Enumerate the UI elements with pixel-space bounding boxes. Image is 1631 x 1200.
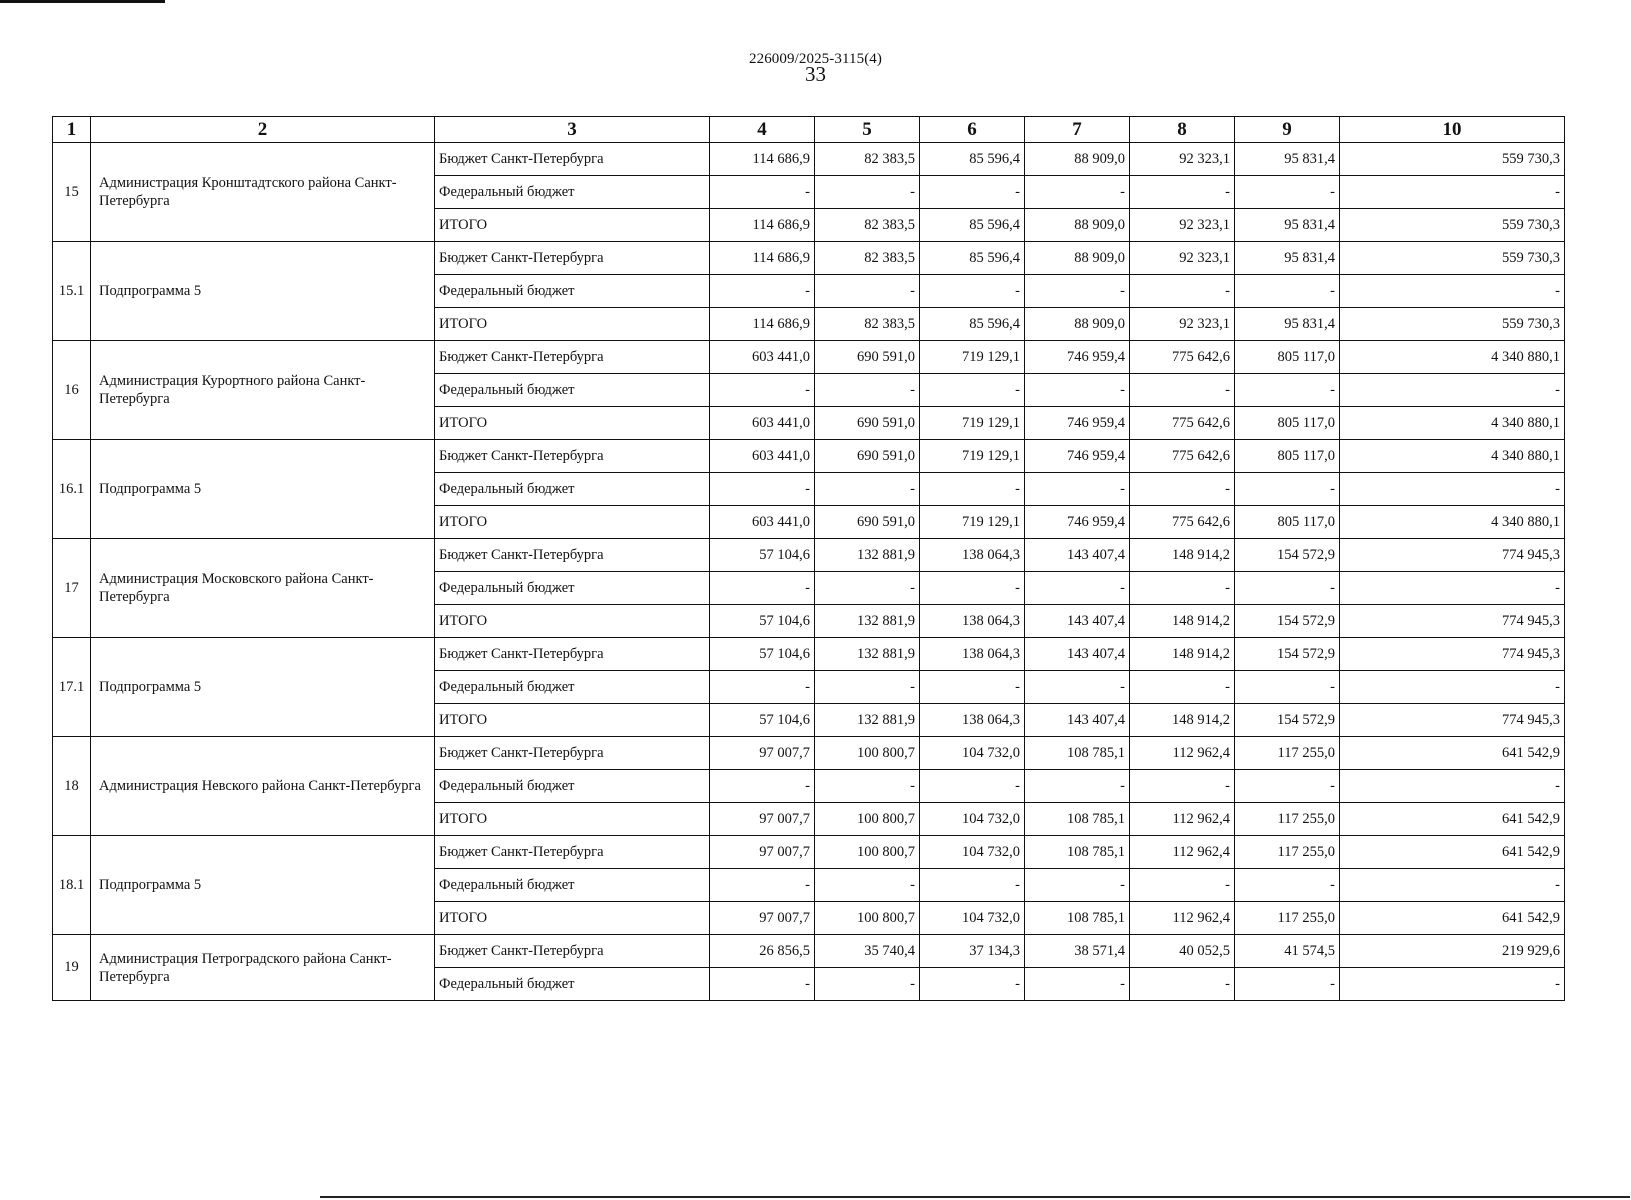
amount-cell: - [1235,572,1340,605]
amount-cell: - [1340,671,1565,704]
funding-source-cell: Федеральный бюджет [435,572,710,605]
column-header: 4 [710,117,815,143]
amount-cell: 641 542,9 [1340,902,1565,935]
amount-cell: 143 407,4 [1025,704,1130,737]
funding-source-cell: Федеральный бюджет [435,374,710,407]
amount-cell: 95 831,4 [1235,143,1340,176]
amount-cell: 35 740,4 [815,935,920,968]
amount-cell: 774 945,3 [1340,539,1565,572]
amount-cell: 57 104,6 [710,539,815,572]
funding-source-cell: ИТОГО [435,704,710,737]
amount-cell: - [1340,374,1565,407]
table-row [53,143,1565,176]
table-row [53,737,1565,770]
amount-cell: 746 959,4 [1025,506,1130,539]
amount-cell: - [1130,968,1235,1001]
amount-cell: - [815,275,920,308]
amount-cell: - [1025,770,1130,803]
funding-source-cell: ИТОГО [435,308,710,341]
amount-cell: 138 064,3 [920,605,1025,638]
amount-cell: 805 117,0 [1235,506,1340,539]
amount-cell: 774 945,3 [1340,605,1565,638]
amount-cell: - [1130,671,1235,704]
amount-cell: 559 730,3 [1340,209,1565,242]
amount-cell: 148 914,2 [1130,605,1235,638]
amount-cell: 108 785,1 [1025,803,1130,836]
column-header: 1 [53,117,91,143]
amount-cell: 117 255,0 [1235,737,1340,770]
amount-cell: 138 064,3 [920,539,1025,572]
funding-source-cell: Бюджет Санкт-Петербурга [435,143,710,176]
amount-cell: 219 929,6 [1340,935,1565,968]
amount-cell: 775 642,6 [1130,440,1235,473]
amount-cell: 132 881,9 [815,539,920,572]
amount-cell: - [1235,770,1340,803]
amount-cell: 143 407,4 [1025,539,1130,572]
amount-cell: 719 129,1 [920,440,1025,473]
amount-cell: 805 117,0 [1235,341,1340,374]
funding-source-cell: ИТОГО [435,506,710,539]
amount-cell: 112 962,4 [1130,902,1235,935]
row-number-cell: 17 [53,539,91,638]
amount-cell: - [1130,374,1235,407]
amount-cell: - [1235,473,1340,506]
amount-cell: 104 732,0 [920,803,1025,836]
amount-cell: 4 340 880,1 [1340,440,1565,473]
amount-cell: - [1025,374,1130,407]
amount-cell: 603 441,0 [710,341,815,374]
amount-cell: 114 686,9 [710,143,815,176]
table-row [53,836,1565,869]
amount-cell: 719 129,1 [920,341,1025,374]
row-number-cell: 18 [53,737,91,836]
amount-cell: 746 959,4 [1025,407,1130,440]
amount-cell: 4 340 880,1 [1340,407,1565,440]
amount-cell: 746 959,4 [1025,341,1130,374]
amount-cell: - [920,275,1025,308]
amount-cell: 603 441,0 [710,440,815,473]
amount-cell: 88 909,0 [1025,242,1130,275]
amount-cell: - [710,473,815,506]
funding-source-cell: Федеральный бюджет [435,176,710,209]
amount-cell: - [1130,473,1235,506]
amount-cell: 92 323,1 [1130,308,1235,341]
funding-source-cell: Бюджет Санкт-Петербурга [435,836,710,869]
amount-cell: 104 732,0 [920,902,1025,935]
amount-cell: - [1235,968,1340,1001]
amount-cell: 148 914,2 [1130,539,1235,572]
amount-cell: 143 407,4 [1025,638,1130,671]
amount-cell: - [815,374,920,407]
amount-cell: - [815,869,920,902]
program-name-cell: Администрация Курортного района Санкт-Петербурга [91,341,435,440]
amount-cell: - [1130,572,1235,605]
amount-cell: 82 383,5 [815,308,920,341]
amount-cell: 775 642,6 [1130,341,1235,374]
amount-cell: - [815,473,920,506]
amount-cell: 114 686,9 [710,242,815,275]
amount-cell: 95 831,4 [1235,209,1340,242]
column-header: 2 [91,117,435,143]
amount-cell: 38 571,4 [1025,935,1130,968]
amount-cell: 132 881,9 [815,638,920,671]
amount-cell: 88 909,0 [1025,209,1130,242]
amount-cell: 112 962,4 [1130,737,1235,770]
document-registration-stamp: 226009/2025-3115(4) [749,51,882,67]
amount-cell: 104 732,0 [920,737,1025,770]
amount-cell: 690 591,0 [815,341,920,374]
funding-source-cell: Бюджет Санкт-Петербурга [435,737,710,770]
funding-source-cell: Бюджет Санкт-Петербурга [435,440,710,473]
column-header: 6 [920,117,1025,143]
amount-cell: 559 730,3 [1340,308,1565,341]
amount-cell: 85 596,4 [920,242,1025,275]
row-number-cell: 18.1 [53,836,91,935]
amount-cell: 117 255,0 [1235,803,1340,836]
amount-cell: - [815,770,920,803]
amount-cell: 690 591,0 [815,440,920,473]
amount-cell: 132 881,9 [815,704,920,737]
funding-source-cell: Федеральный бюджет [435,968,710,1001]
amount-cell: - [1025,968,1130,1001]
funding-source-cell: Федеральный бюджет [435,473,710,506]
amount-cell: - [1235,869,1340,902]
funding-source-cell: Бюджет Санкт-Петербурга [435,638,710,671]
amount-cell: - [920,374,1025,407]
program-name-cell: Администрация Кронштадтского района Санкт-Петербурга [91,143,435,242]
column-number-header-row [53,117,1565,143]
amount-cell: 88 909,0 [1025,308,1130,341]
column-header: 10 [1340,117,1565,143]
amount-cell: 100 800,7 [815,803,920,836]
amount-cell: 41 574,5 [1235,935,1340,968]
amount-cell: 4 340 880,1 [1340,341,1565,374]
column-header: 7 [1025,117,1130,143]
table-row [53,539,1565,572]
amount-cell: 4 340 880,1 [1340,506,1565,539]
column-header: 8 [1130,117,1235,143]
budget-table [52,116,1565,1001]
amount-cell: 603 441,0 [710,407,815,440]
amount-cell: 82 383,5 [815,209,920,242]
amount-cell: 641 542,9 [1340,836,1565,869]
program-name-cell: Администрация Невского района Санкт-Петербурга [91,737,435,836]
funding-source-cell: Бюджет Санкт-Петербурга [435,242,710,275]
column-header: 5 [815,117,920,143]
amount-cell: - [1340,473,1565,506]
funding-source-cell: Федеральный бюджет [435,671,710,704]
amount-cell: 774 945,3 [1340,638,1565,671]
row-number-cell: 17.1 [53,638,91,737]
amount-cell: - [1130,176,1235,209]
table-row [53,638,1565,671]
amount-cell: - [1130,869,1235,902]
amount-cell: 100 800,7 [815,836,920,869]
amount-cell: - [920,176,1025,209]
amount-cell: 114 686,9 [710,209,815,242]
amount-cell: 108 785,1 [1025,836,1130,869]
amount-cell: - [1130,770,1235,803]
amount-cell: 92 323,1 [1130,242,1235,275]
amount-cell: 805 117,0 [1235,407,1340,440]
amount-cell: - [710,374,815,407]
amount-cell: - [920,473,1025,506]
amount-cell: - [1340,869,1565,902]
amount-cell: 112 962,4 [1130,836,1235,869]
amount-cell: 97 007,7 [710,902,815,935]
amount-cell: 40 052,5 [1130,935,1235,968]
program-name-cell: Подпрограмма 5 [91,836,435,935]
amount-cell: 85 596,4 [920,143,1025,176]
column-header: 3 [435,117,710,143]
amount-cell: 690 591,0 [815,506,920,539]
funding-source-cell: ИТОГО [435,902,710,935]
amount-cell: - [1340,770,1565,803]
amount-cell: 82 383,5 [815,143,920,176]
scan-edge-mark-top [0,0,165,3]
row-number-cell: 19 [53,935,91,1001]
funding-source-cell: ИТОГО [435,803,710,836]
amount-cell: 148 914,2 [1130,704,1235,737]
amount-cell: - [1025,671,1130,704]
amount-cell: 57 104,6 [710,638,815,671]
amount-cell: 641 542,9 [1340,803,1565,836]
amount-cell: 719 129,1 [920,407,1025,440]
amount-cell: - [1130,275,1235,308]
table-row [53,242,1565,275]
amount-cell: - [1340,275,1565,308]
amount-cell: 95 831,4 [1235,308,1340,341]
amount-cell: - [1025,176,1130,209]
row-number-cell: 15 [53,143,91,242]
amount-cell: - [1340,176,1565,209]
amount-cell: 108 785,1 [1025,902,1130,935]
amount-cell: 117 255,0 [1235,902,1340,935]
funding-source-cell: Федеральный бюджет [435,275,710,308]
page-number: 33 [805,62,826,86]
funding-source-cell: Бюджет Санкт-Петербурга [435,539,710,572]
amount-cell: - [1025,473,1130,506]
amount-cell: - [1235,176,1340,209]
program-name-cell: Подпрограмма 5 [91,242,435,341]
amount-cell: 641 542,9 [1340,737,1565,770]
amount-cell: 154 572,9 [1235,539,1340,572]
row-number-cell: 16 [53,341,91,440]
program-name-cell: Администрация Петроградского района Санкт-Петербурга [91,935,435,1001]
program-name-cell: Подпрограмма 5 [91,638,435,737]
amount-cell: 132 881,9 [815,605,920,638]
amount-cell: 138 064,3 [920,704,1025,737]
amount-cell: 603 441,0 [710,506,815,539]
table-row [53,935,1565,968]
amount-cell: - [710,176,815,209]
program-name-cell: Подпрограмма 5 [91,440,435,539]
amount-cell: - [1025,869,1130,902]
amount-cell: - [710,572,815,605]
amount-cell: 100 800,7 [815,737,920,770]
amount-cell: 95 831,4 [1235,242,1340,275]
amount-cell: 37 134,3 [920,935,1025,968]
amount-cell: 774 945,3 [1340,704,1565,737]
amount-cell: - [920,968,1025,1001]
amount-cell: 148 914,2 [1130,638,1235,671]
funding-source-cell: ИТОГО [435,605,710,638]
amount-cell: 154 572,9 [1235,605,1340,638]
amount-cell: 154 572,9 [1235,638,1340,671]
amount-cell: 85 596,4 [920,308,1025,341]
amount-cell: 143 407,4 [1025,605,1130,638]
amount-cell: 26 856,5 [710,935,815,968]
amount-cell: 97 007,7 [710,737,815,770]
amount-cell: 97 007,7 [710,803,815,836]
amount-cell: 82 383,5 [815,242,920,275]
amount-cell: 92 323,1 [1130,143,1235,176]
funding-source-cell: Бюджет Санкт-Петербурга [435,341,710,374]
amount-cell: 154 572,9 [1235,704,1340,737]
amount-cell: - [710,275,815,308]
amount-cell: - [1340,968,1565,1001]
amount-cell: 97 007,7 [710,836,815,869]
amount-cell: 559 730,3 [1340,143,1565,176]
funding-source-cell: ИТОГО [435,209,710,242]
amount-cell: 775 642,6 [1130,407,1235,440]
amount-cell: - [1340,572,1565,605]
row-number-cell: 16.1 [53,440,91,539]
amount-cell: - [1235,374,1340,407]
amount-cell: 57 104,6 [710,605,815,638]
amount-cell: 92 323,1 [1130,209,1235,242]
funding-source-cell: Бюджет Санкт-Петербурга [435,935,710,968]
amount-cell: - [710,770,815,803]
amount-cell: - [815,176,920,209]
amount-cell: - [710,869,815,902]
amount-cell: 690 591,0 [815,407,920,440]
amount-cell: 88 909,0 [1025,143,1130,176]
amount-cell: 775 642,6 [1130,506,1235,539]
amount-cell: 100 800,7 [815,902,920,935]
table-body [53,143,1565,1001]
amount-cell: - [815,968,920,1001]
table-row [53,440,1565,473]
amount-cell: 746 959,4 [1025,440,1130,473]
amount-cell: - [710,968,815,1001]
amount-cell: 108 785,1 [1025,737,1130,770]
amount-cell: - [1235,275,1340,308]
amount-cell: 117 255,0 [1235,836,1340,869]
amount-cell: - [710,671,815,704]
amount-cell: 85 596,4 [920,209,1025,242]
amount-cell: - [1025,275,1130,308]
amount-cell: 559 730,3 [1340,242,1565,275]
amount-cell: - [920,869,1025,902]
funding-source-cell: Федеральный бюджет [435,770,710,803]
amount-cell: 112 962,4 [1130,803,1235,836]
amount-cell: 805 117,0 [1235,440,1340,473]
program-name-cell: Администрация Московского района Санкт-Петербурга [91,539,435,638]
amount-cell: - [815,572,920,605]
column-header: 9 [1235,117,1340,143]
amount-cell: 114 686,9 [710,308,815,341]
row-number-cell: 15.1 [53,242,91,341]
funding-source-cell: Федеральный бюджет [435,869,710,902]
amount-cell: - [920,572,1025,605]
funding-source-cell: ИТОГО [435,407,710,440]
amount-cell: - [815,671,920,704]
amount-cell: - [1025,572,1130,605]
amount-cell: - [1235,671,1340,704]
amount-cell: 57 104,6 [710,704,815,737]
table-row [53,341,1565,374]
amount-cell: 719 129,1 [920,506,1025,539]
amount-cell: 104 732,0 [920,836,1025,869]
amount-cell: - [920,671,1025,704]
scan-edge-mark-bottom [320,1196,1630,1198]
amount-cell: - [920,770,1025,803]
amount-cell: 138 064,3 [920,638,1025,671]
